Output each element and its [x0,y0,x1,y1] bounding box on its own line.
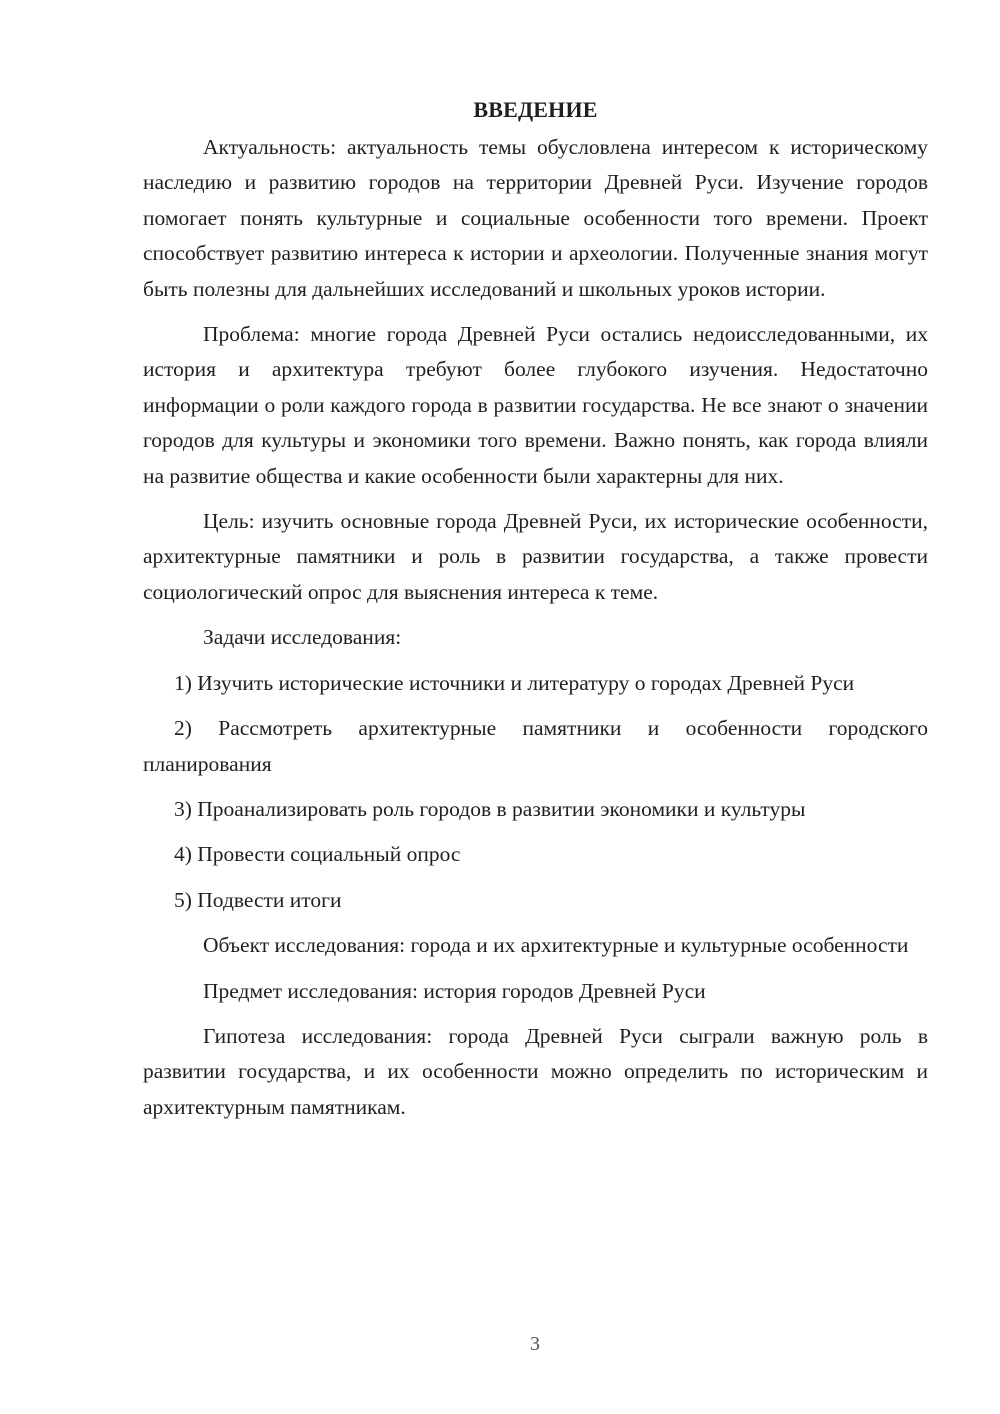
task-item-1: 1) Изучить исторические источники и литературу о городах Древней Руси [174,670,855,695]
hypothesis-paragraph: Гипотеза исследования: города Древней Руси сыграли важную роль в развитии государства, и их особенности можно определить по историческим и архитектурным памятникам. [143,1023,928,1119]
tasks-heading: Задачи исследования: [203,625,402,650]
task-item-3: 3) Проанализировать роль городов в развитии экономики и культуры [174,796,806,821]
section-title: ВВЕДЕНИЕ [473,97,598,122]
task-item-4: 4) Провести социальный опрос [174,842,461,867]
task-item-5: 5) Подвести итоги [174,887,342,912]
relevance-paragraph: Актуальность: актуальность темы обусловлена интересом к историческому наследию и развитию городов на территории Древней Руси. Изучение городов помогает понять культурные и социальные особенности того времени. Проект способствует развитию интереса к истории и археологии. Полученные знания могут быть полезны для дальнейших исследований и школьных уроков истории. [143,135,928,301]
page-number: 3 [530,1333,540,1355]
goal-paragraph: Цель: изучить основные города Древней Руси, их исторические особенности, архитектурные памятники и роль в развитии государства, а также провести социологический опрос для выяснения интереса к теме. [143,509,928,604]
task-item-2: 2) Рассмотреть архитектурные памятники и особенности городского планирования [143,716,928,776]
document-page [143,92,928,1135]
problem-paragraph: Проблема: многие города Древней Руси остались недоисследованными, их история и архитектура требуют более глубокого изучения. Недостаточно информации о роли каждого города в развитии государства. Не все знают о значении городов для культуры и экономики того времени. Важно понять, как города влияли на развитие общества и какие особенности были характерны для них. [143,322,928,488]
subject-paragraph: Предмет исследования: история городов Древней Руси [203,978,706,1003]
object-paragraph: Объект исследования: города и их архитектурные и культурные особенности [203,933,909,958]
